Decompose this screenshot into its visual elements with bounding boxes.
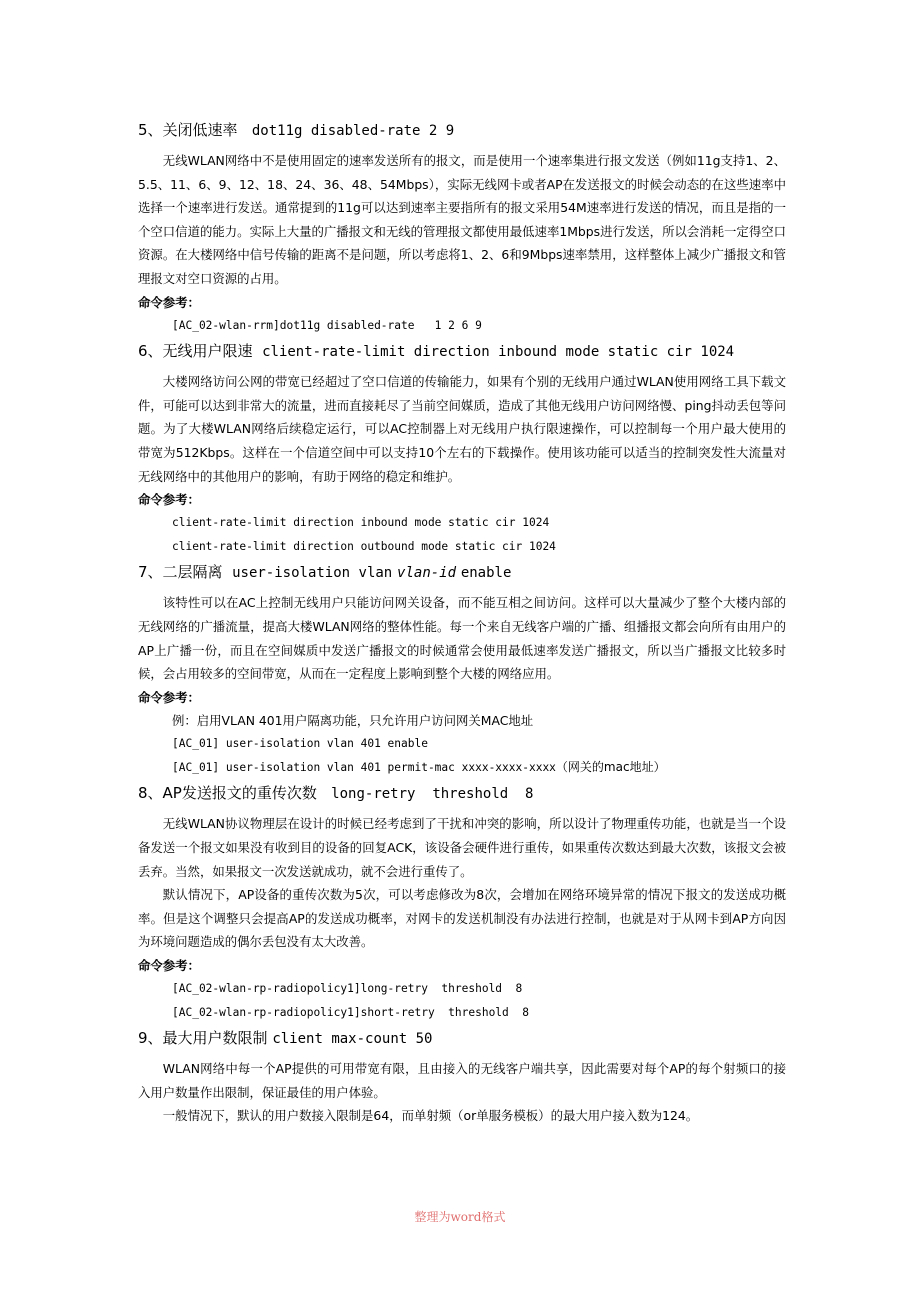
section-8-ref-2: [AC_02-wlan-rp-radiopolicy1]short-retry threshold 8 xyxy=(172,1005,529,1019)
section-7-command: user-isolation vlan xyxy=(232,565,393,582)
section-6-heading xyxy=(138,339,786,364)
section-6-command: client-rate-limit direction inbound mode static cir 1024 xyxy=(262,344,735,361)
section-5-ref-1: [AC_02-wlan-rrm]dot11g disabled-rate 1 2 6 9 xyxy=(172,318,482,332)
section-8-heading xyxy=(138,781,786,806)
section-7-title: 7、二层隔离 xyxy=(138,563,223,582)
section-7-ref-label: 命令参考： xyxy=(138,689,200,705)
section-5-title: 5、关闭低速率 xyxy=(138,121,238,139)
section-9-title: 9、最大用户数限制 xyxy=(138,1029,268,1048)
section-8-body-1: 无线WLAN协议物理层在设计的时候已经考虑到了干扰和冲突的影响，所以设计了物理重传功能，也就是当一个设备发送一个报文如果没有收到目的设备的回复ACK，该设备会硬件进行重传，如果重传次数达到最大次数，该报文会被丢弃。当然，如果报文一次发送就成功，就不会进行重传了。 xyxy=(138,816,786,879)
section-8-body-2: 默认情况下，AP设备的重传次数为5次，可以考虑修改为8次，会增加在网络环境异常的情况下报文的发送成功概率。但是这个调整只会提高AP的发送成功概率，对网卡的发送机制没有办法进行控制，也就是对于从网卡到AP方向因为环境问题造成的偶尔丢包没有太大改善。 xyxy=(138,887,786,950)
section-5-body: 无线WLAN网络中不是使用固定的速率发送所有的报文，而是使用一个速率集进行报文发送（例如11g支持1、2、5.5、11、6、9、12、18、24、36、48、54Mbps），实际无线网卡或者AP在发送报文的时候会动态的在这些速率中选择一个速率进行发送。通常提到的11g可以达到速率主要指所有的报文采用54M速率进行发送的情况，而且是指的一个空口信道的能力。实际上大量的广播报文和无线的管理报文都使用最低速率1Mbps进行发送，所以会消耗一定得空口资源。在大楼网络中信号传输的距离不是问题，所以考虑将1、2、6和9Mbps速率禁用，这样整体上减少广播报文和管理报文对空口资源的占用。 xyxy=(138,153,786,286)
section-6-ref-label: 命令参考： xyxy=(138,492,200,508)
section-7-ref-1: [AC_01] user-isolation vlan 401 enable xyxy=(172,737,428,751)
section-8-ref-label: 命令参考： xyxy=(138,958,200,974)
section-7-heading xyxy=(138,560,786,585)
section-8-title: 8、AP发送报文的重传次数 xyxy=(138,784,317,803)
section-6-ref-1: client-rate-limit direction inbound mode static cir 1024 xyxy=(172,516,550,530)
section-7-ref-2-line xyxy=(138,756,786,780)
section-7-example: 例：启用VLAN 401用户隔离功能，只允许用户访问网关MAC地址 xyxy=(172,712,534,728)
section-7-command-end: enable xyxy=(460,565,512,582)
section-6-body: 大楼网络访问公网的带宽已经超过了空口信道的传输能力，如果有个别的无线用户通过WLAN使用网络工具下载文件，可能可以达到非常大的流量，进而直接耗尽了当前空间媒质，造成了其他无线用户访问网络慢、ping抖动丢包等问题。为了大楼WLAN网络后续稳定运行，可以AC控制器上对无线用户执行限速操作，可以控制每一个用户最大使用的带宽为512Kbps。这样在一个信道空间中可以支持10个左右的下载操作。使用该功能可以适当的控制突发性大流量对无线网络中的其他用户的影响，有助于网络的稳定和维护。 xyxy=(138,374,786,484)
section-5-ref-label: 命令参考： xyxy=(138,294,200,310)
section-7-body: 该特性可以在AC上控制无线用户只能访问网关设备，而不能互相之间访问。这样可以大量减少了整个大楼内部的无线网络的广播流量，提高大楼WLAN网络的整体性能。每一个来自无线客户端的广播、组播报文都会向所有由用户的AP上广播一份，而且在空间媒质中发送广播报文的时候通常会使用最低速率发送广播报文，所以当广播报文比较多时候，会占用较多的空间带宽，从而在一定程度上影响到整个大楼的网络应用。 xyxy=(138,595,786,682)
page-footer: 整理为word格式 xyxy=(414,1210,506,1224)
section-7-command-var: vlan-id xyxy=(397,565,457,582)
section-5-heading xyxy=(138,118,786,143)
section-7-ref-2-note: （网关的mac地址） xyxy=(555,759,666,774)
section-6-ref-2: client-rate-limit direction outbound mode static cir 1024 xyxy=(172,539,556,553)
section-8-command: long-retry threshold 8 xyxy=(331,786,534,803)
section-7-ref-2: [AC_01] user-isolation vlan 401 permit-mac xxxx-xxxx-xxxx xyxy=(172,760,556,774)
section-9-body-1: WLAN网络中每一个AP提供的可用带宽有限，且由接入的无线客户端共享，因此需要对每个AP的每个射频口的接入用户数量作出限制，保证最佳的用户体验。 xyxy=(138,1061,786,1100)
section-5-command: dot11g disabled-rate 2 9 xyxy=(251,123,455,139)
section-6-title: 6、无线用户限速 xyxy=(138,342,253,361)
section-9-body-2: 一般情况下，默认的用户数接入限制是64，而单射频（or单服务模板）的最大用户接入数为124。 xyxy=(162,1108,699,1124)
section-9-heading xyxy=(138,1026,786,1051)
section-9-command: client max-count 50 xyxy=(272,1031,433,1048)
section-8-ref-1: [AC_02-wlan-rp-radiopolicy1]long-retry threshold 8 xyxy=(172,982,523,996)
document-content xyxy=(138,118,786,1128)
